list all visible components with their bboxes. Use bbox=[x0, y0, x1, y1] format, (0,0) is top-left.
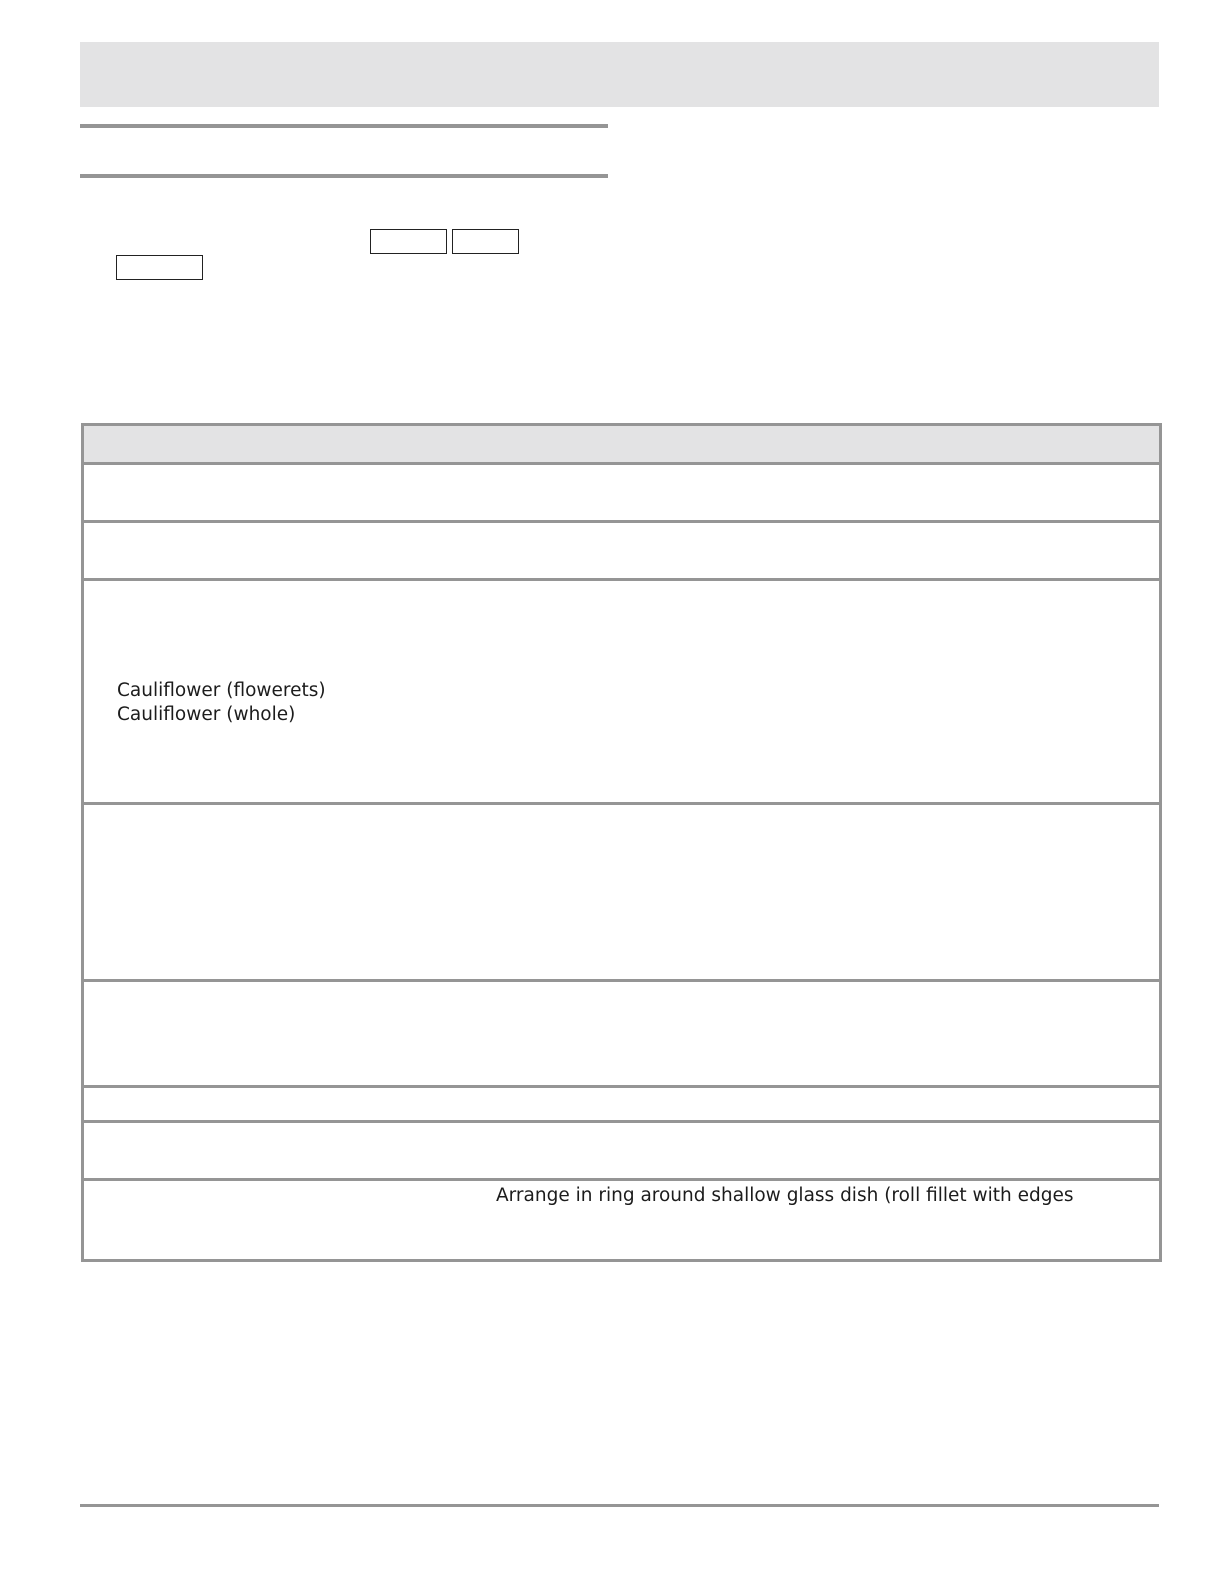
section-rule-bottom bbox=[80, 174, 608, 178]
row-divider bbox=[84, 1120, 1159, 1123]
cross-reference-box bbox=[116, 255, 203, 280]
row-divider bbox=[84, 1085, 1159, 1088]
row-divider bbox=[84, 462, 1159, 465]
cross-reference-box bbox=[452, 229, 519, 254]
row-divider bbox=[84, 578, 1159, 581]
food-item-label: Cauliflower (flowerets) bbox=[117, 680, 326, 701]
row-divider bbox=[84, 520, 1159, 523]
cooking-instructions: Arrange in ring around shallow glass dish (roll fillet with edges bbox=[496, 1185, 1074, 1206]
food-item-label: Cauliflower (whole) bbox=[117, 704, 296, 725]
row-divider bbox=[84, 979, 1159, 982]
row-divider bbox=[84, 1178, 1159, 1181]
section-rule-top bbox=[80, 124, 608, 128]
page-header-band bbox=[80, 42, 1159, 107]
table-header-row bbox=[84, 426, 1159, 462]
footer-rule bbox=[80, 1504, 1159, 1507]
row-divider bbox=[84, 802, 1159, 805]
cooking-guide-table bbox=[81, 423, 1162, 1262]
cross-reference-box bbox=[370, 229, 447, 254]
